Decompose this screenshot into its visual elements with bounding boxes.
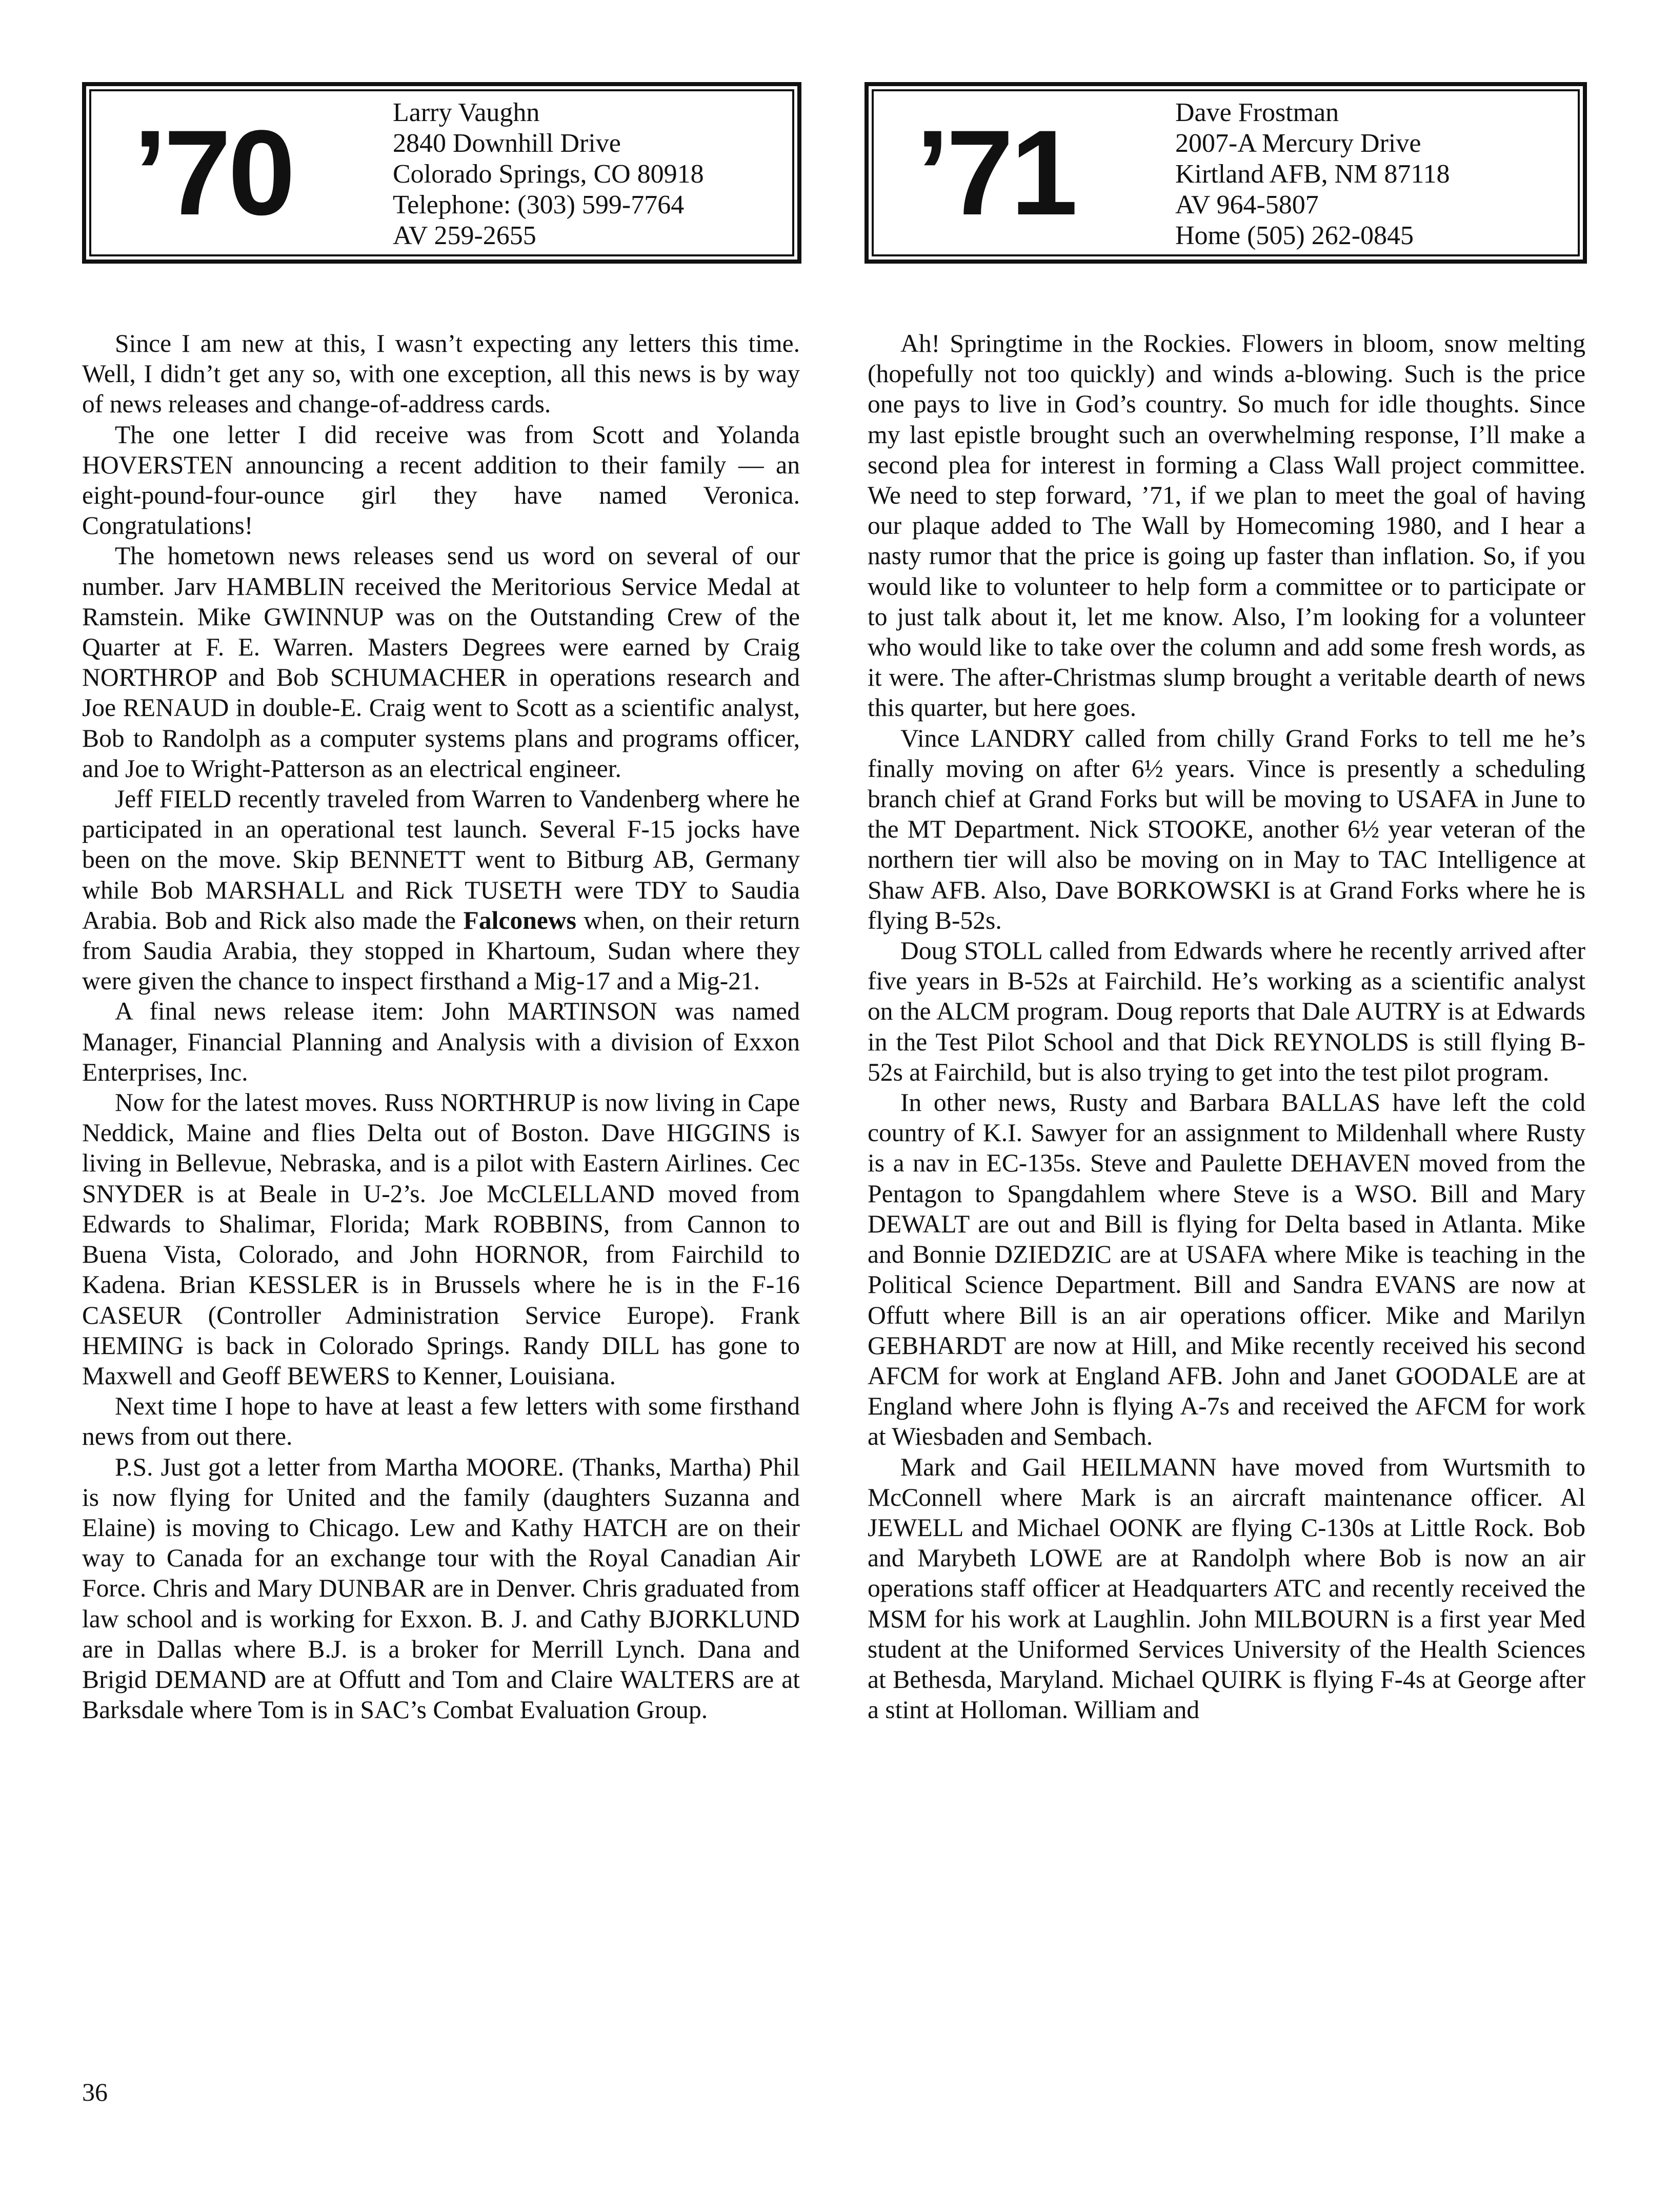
address-line: AV 964-5807	[1175, 190, 1319, 220]
paragraph: A final news release item: John MARTINSON was named Manager, Financial Planning and Analysis with a division of Exxon Enterprises, Inc.	[82, 997, 800, 1086]
address-line: Larry Vaughn	[393, 98, 540, 127]
class-year-71: ’71	[916, 105, 1075, 241]
class-70-secretary-address	[393, 97, 704, 251]
paragraph: Since I am new at this, I wasn’t expecting any letters this time. Well, I didn’t get any so, with one exception, all this news is by way of news releases and change-of-address cards.	[82, 329, 800, 419]
address-line: Telephone: (303) 599-7764	[393, 190, 685, 220]
page-number: 36	[82, 2078, 108, 2106]
address-line: Home (505) 262-0845	[1175, 221, 1414, 250]
address-line: 2840 Downhill Drive	[393, 129, 621, 158]
address-line: 2007-A Mercury Drive	[1175, 129, 1421, 158]
class-71-secretary-address	[1175, 97, 1450, 251]
paragraph: In other news, Rusty and Barbara BALLAS have left the cold country of K.I. Sawyer for an assignment to Mildenhall where Rusty is a nav in EC-135s. Steve and Paulette DEHAVEN moved from the Pentagon to Spangdahlem where Steve is a WSO. Bill and Mary DEWALT are out and Bill is flying for Delta based in Atlanta. Mike and Bonnie DZIEDZIC are at USAFA where Mike is teaching in the Political Science Department. Bill and Sandra EVANS are now at Offutt where Bill is an air operations officer. Mike and Marilyn GEBHARDT are now at Hill, and Mike recently received his second AFCM for work at England AFB. John and Janet GOODALE are at England where John is flying A-7s and received the AFCM for work at Wiesbaden and Sembach.	[868, 1088, 1585, 1451]
address-line: Kirtland AFB, NM 87118	[1175, 160, 1450, 189]
address-line: AV 259-2655	[393, 221, 536, 250]
class-70-header-box	[82, 82, 801, 264]
address-line: Dave Frostman	[1175, 98, 1339, 127]
falconews-title: Falconews	[463, 906, 576, 934]
paragraph: Now for the latest moves. Russ NORTHRUP is now living in Cape Neddick, Maine and flies Delta out of Boston. Dave HIGGINS is living in Bellevue, Nebraska, and is a pilot with Eastern Airlines. Cec SNYDER is at Beale in U-2’s. Joe McCLELLAND moved from Edwards to Shalimar, Florida; Mark ROBBINS, from Cannon to Buena Vista, Colorado, and John HORNOR, from Fairchild to Kadena. Brian KESSLER is in Brussels where he is in the F-16 CASEUR (Controller Administration Service Europe). Frank HEMING is back in Colorado Springs. Randy DILL has gone to Maxwell and Geoff BEWERS to Kenner, Louisiana.	[82, 1088, 800, 1390]
class-70-column	[82, 328, 800, 1725]
paragraph: Ah! Springtime in the Rockies. Flowers in bloom, snow melting (hopefully not too quickly) and winds a-blowing. Such is the price one pays to live in God’s country. So much for idle thoughts. Since my last epistle brought such an overwhelming response, I’ll make a second plea for interest in forming a Class Wall project committee. We need to step forward, ’71, if we plan to meet the goal of having our plaque added to The Wall by Homecoming 1980, and I hear a nasty rumor that the price is going up faster than inflation. So, if you would like to volunteer to help form a committee or to participate or to just talk about it, let me know. Also, I’m looking for a volunteer who would like to take over the column and add some fresh words, as it were. The after-Christmas slump brought a veritable dearth of news this quarter, but here goes.	[868, 329, 1585, 722]
class-year-70: ’70	[133, 105, 293, 241]
paragraph: P.S. Just got a letter from Martha MOORE. (Thanks, Martha) Phil is now flying for United and the family (daughters Suzanna and Elaine) is moving to Chicago. Lew and Kathy HATCH are on their way to Canada for an exchange tour with the Royal Canadian Air Force. Chris and Mary DUNBAR are in Denver. Chris graduated from law school and is working for Exxon. B. J. and Cathy BJORKLUND are in Dallas where B.J. is a broker for Merrill Lynch. Dana and Brigid DEMAND are at Offutt and Tom and Claire WALTERS are at Barksdale where Tom is in SAC’s Combat Evaluation Group.	[82, 1452, 800, 1724]
paragraph: Mark and Gail HEILMANN have moved from Wurtsmith to McConnell where Mark is an aircraft maintenance officer. Al JEWELL and Michael OONK are flying C-130s at Little Rock. Bob and Marybeth LOWE are at Randolph where Bob is now an air operations staff officer at Headquarters ATC and recently received the MSM for his work at Laughlin. John MILBOURN is a first year Med student at the Uniformed Services University of the Health Sciences at Bethesda, Maryland. Michael QUIRK is flying F-4s at George after a stint at Holloman. William and	[868, 1452, 1585, 1724]
class-71-column	[868, 328, 1585, 1725]
paragraph-text: Jeff FIELD recently traveled from Warren to Vandenberg where he participated in an operational test launch. Several F-15 jocks have been on the move. Skip BENNETT went to Bitburg AB, Germany while Bob MARSHALL and Rick TUSETH were TDY to Saudia Arabia. Bob and Rick also made the	[82, 785, 800, 934]
class-71-header-box	[864, 82, 1587, 264]
paragraph-text: when, on their return from Saudia Arabia, they stopped in Khartoum, Sudan where they were given the chance to inspect firsthand a Mig-17 and a Mig-21.	[82, 906, 800, 995]
paragraph: The hometown news releases send us word on several of our number. Jarv HAMBLIN received the Meritorious Service Medal at Ramstein. Mike GWINNUP was on the Outstanding Crew of the Quarter at F. E. Warren. Masters Degrees were earned by Craig NORTHROP and Bob SCHUMACHER in operations research and Joe RENAUD in double-E. Craig went to Scott as a scientific analyst, Bob to Randolph as a computer systems plans and programs officer, and Joe to Wright-Patterson as an electrical engineer.	[82, 542, 800, 783]
paragraph: Next time I hope to have at least a few letters with some firsthand news from out there.	[82, 1392, 800, 1451]
paragraph: Doug STOLL called from Edwards where he recently arrived after five years in B-52s at Fairchild. He’s working as a scientific analyst on the ALCM program. Doug reports that Dale AUTRY is at Edwards in the Test Pilot School and that Dick REYNOLDS is still flying B-52s at Fairchild, but is also trying to get into the test pilot program.	[868, 936, 1585, 1086]
paragraph: The one letter I did receive was from Scott and Yolanda HOVERSTEN announcing a recent addition to their family — an eight-pound-four-ounce girl they have named Veronica. Congratulations!	[82, 420, 800, 540]
paragraph	[82, 784, 800, 996]
address-line: Colorado Springs, CO 80918	[393, 160, 704, 189]
paragraph: Vince LANDRY called from chilly Grand Forks to tell me he’s finally moving on after 6½ years. Vince is presently a scheduling branch chief at Grand Forks but will be moving to USAFA in June to the MT Department. Nick STOOKE, another 6½ year veteran of the northern tier will also be moving on in May to TAC Intelligence at Shaw AFB. Also, Dave BORKOWSKI is at Grand Forks where he is flying B-52s.	[868, 724, 1585, 934]
